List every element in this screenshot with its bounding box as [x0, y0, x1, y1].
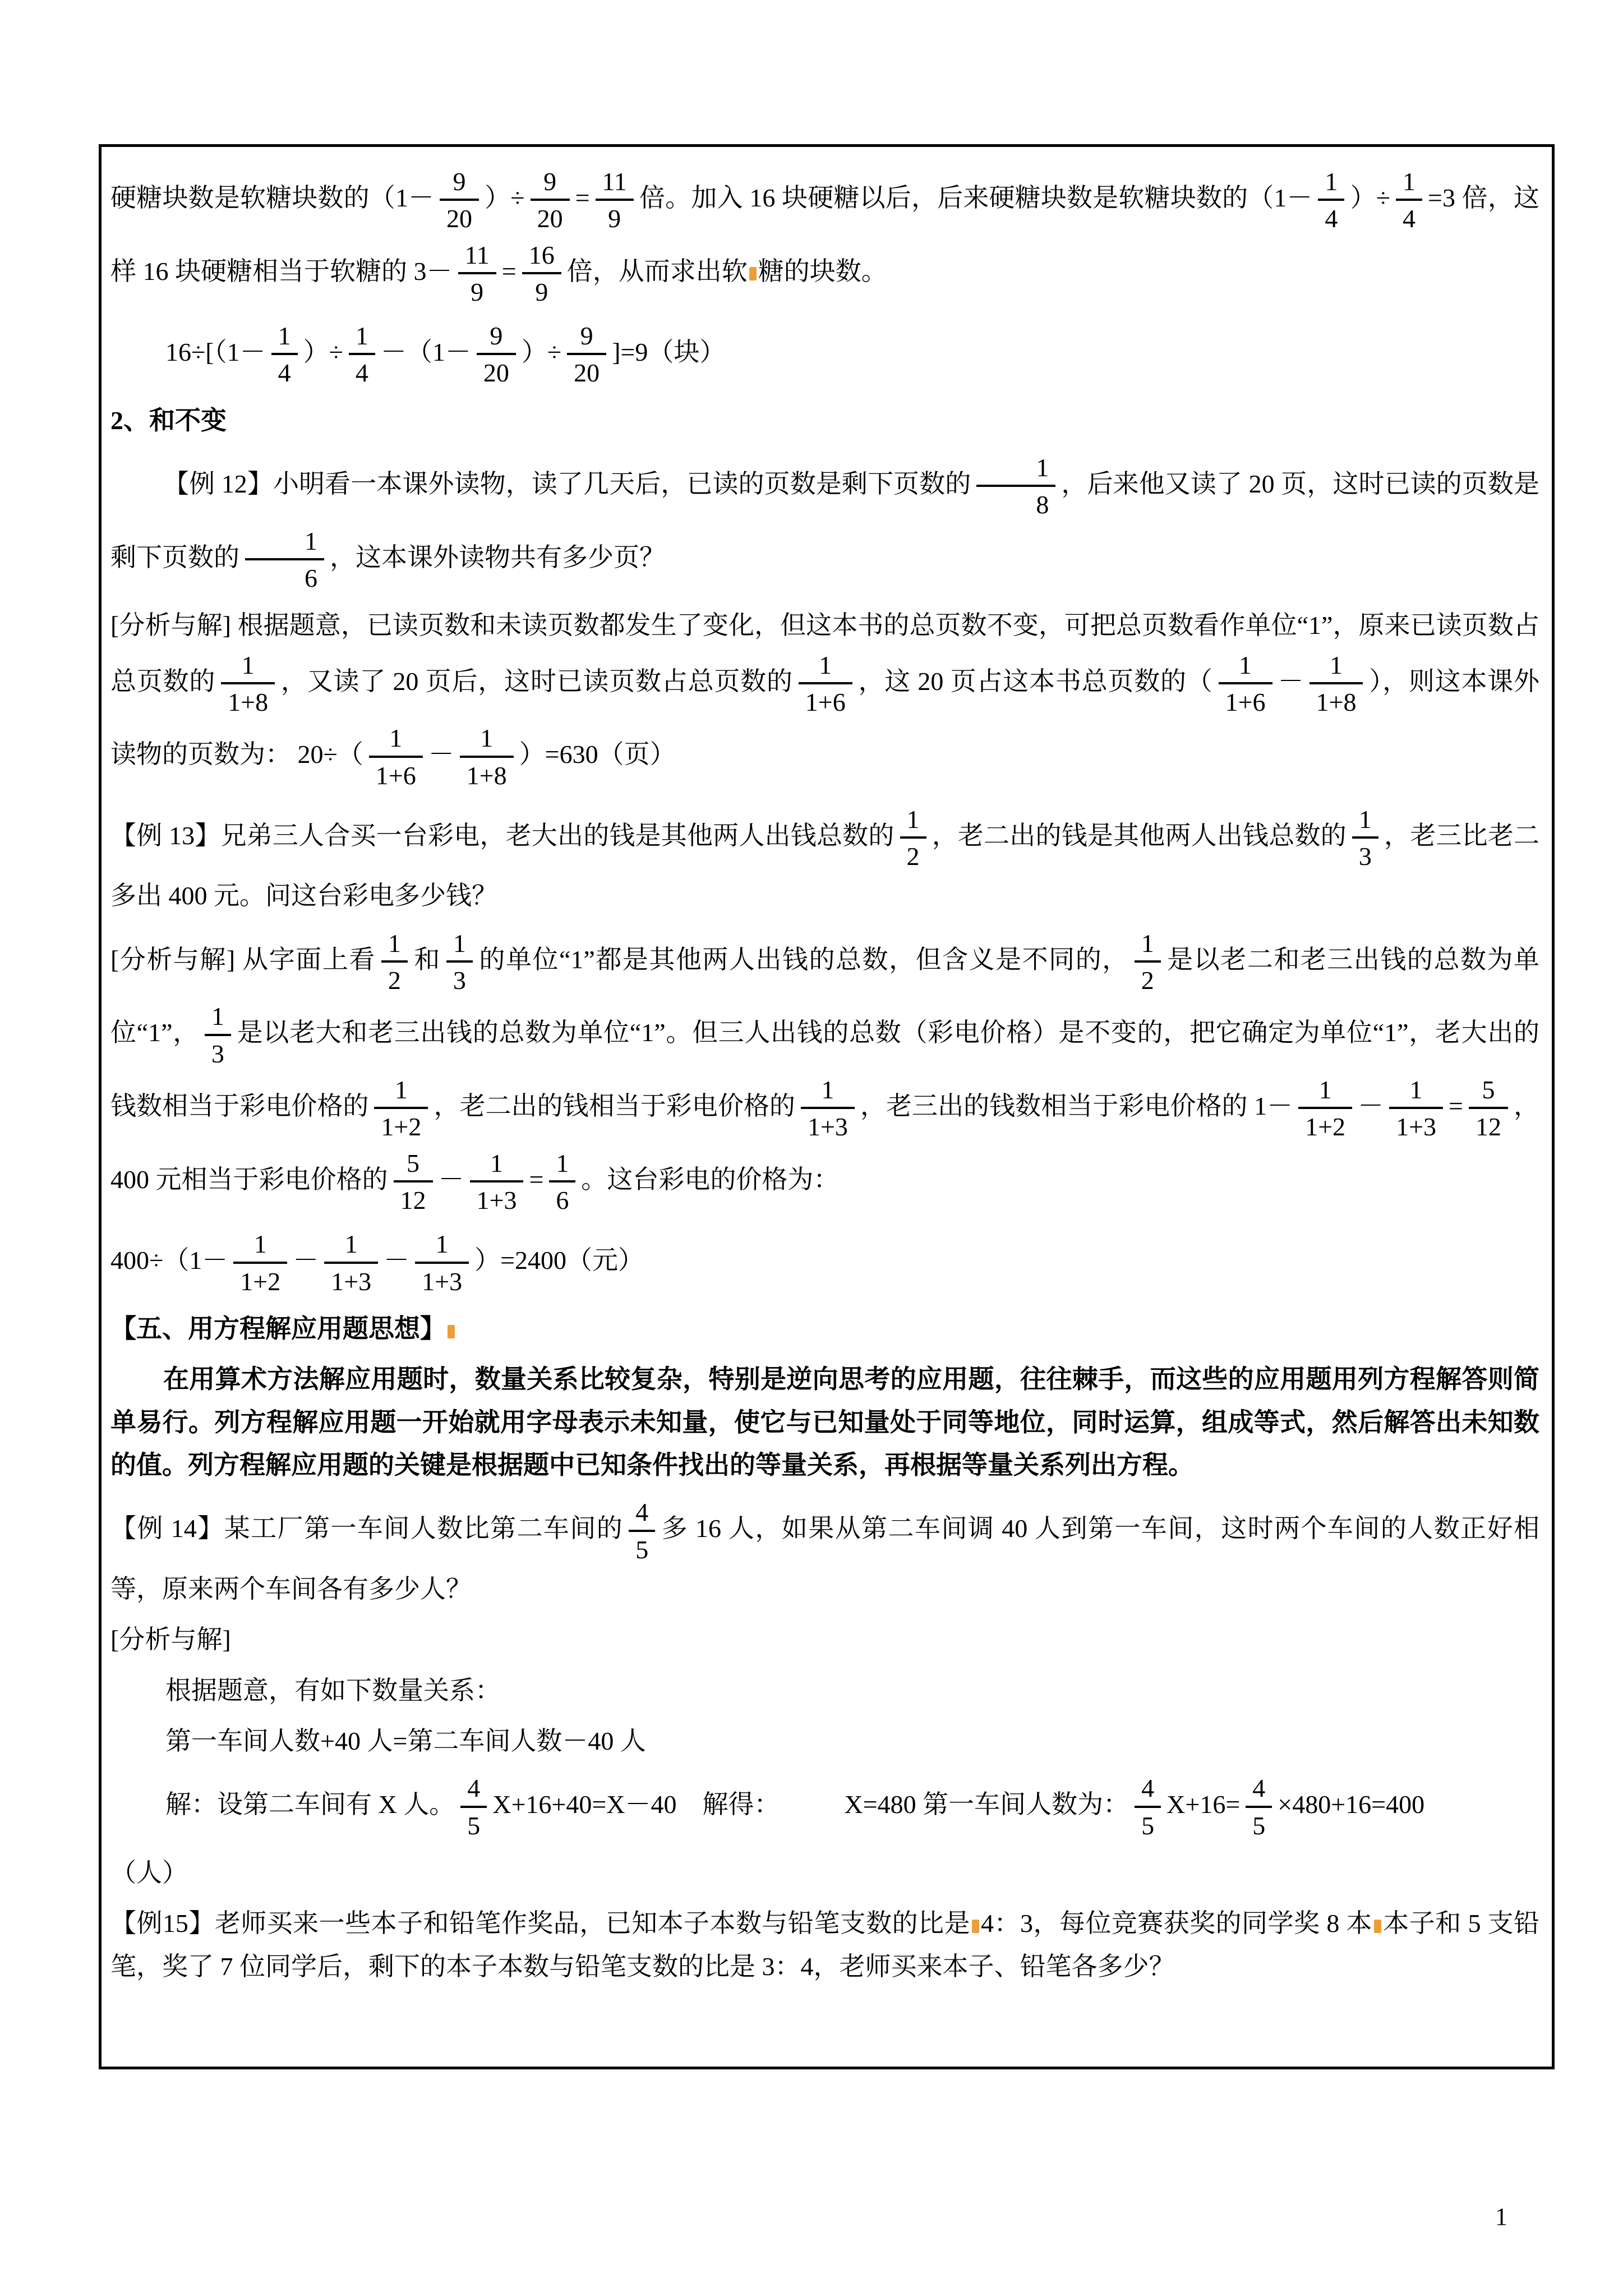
fraction: $\frac{1}{1+6}$: [1219, 651, 1272, 717]
fraction: $\frac{1}{1+6}$: [799, 651, 852, 717]
paragraph-equation-intro: 在用算术方法解应用题时，数量关系比较复杂，特别是逆向思考的应用题，往往棘手，而这些的应用题用列方程解答则简单易行。列方程解应用题一开始就用字母表示未知量，使它与已知量处于同等地位，同时运算，组成等式，然后解答出未知数的值。列方程解应用题的关键是根据题中已知条件找出的等量关系，再根据等量关系列出方程。: [110, 1365, 1539, 1479]
fraction: $\frac{4}{5}$: [1246, 1774, 1272, 1841]
fraction: $\frac{1}{2}$: [1135, 929, 1161, 996]
fraction: $\frac{1}{1+3}$: [1389, 1075, 1443, 1142]
fraction: $\frac{1}{1+8}$: [1310, 651, 1363, 717]
fraction: $\frac{1}{3}$: [1352, 805, 1378, 872]
fraction: $\frac{9}{20}$: [477, 321, 516, 388]
annotation-mark: [749, 267, 757, 280]
fraction: $\frac{1}{1+3}$: [415, 1230, 469, 1296]
paragraph-example-13: 【例 13】兄弟三人合买一台彩电，老大出的钱是其他两人出钱总数的 $\frac{1}{2}$ ，老二出的钱是其他两人出钱总数的 $\frac{1}{3}$ ，老三比老二多出 400 元。问这台彩电多少钱？: [110, 804, 1540, 910]
fraction: $\frac{1}{6}$: [549, 1149, 575, 1216]
paragraph-example-13-analysis: [分析与解] 从字面上看 $\frac{1}{2}$ 和 $\frac{1}{3}$ 的单位“1”都是其他两人出钱的总数，但含义是不同的， $\frac{1}{2}$ 是以老二和老三出钱的总数为单位“1”， $\frac{1}{3}$ 是以老大和老三出钱的总数为单位“1”。但三人出钱的总数（彩电价格）是不变的，把它确定为单位“1”，老大出的钱数相当于彩电价格的 $\frac{1}{1+2}$ ，老二出的钱相当于彩电价格的 $\frac{1}{1+3}$ ，老三出的钱数相当于彩电价格的 1－ $\frac{1}{1+2}$ － $\frac{1}{1+3}$ = $\frac{5}{12}$ ，400 元相当于彩电价格的 $\frac{5}{12}$ － $\frac{1}{1+3}$ = $\frac{1}{6}$ 。这台彩电的价格为：: [110, 928, 1540, 1214]
content-frame: [99, 144, 1555, 2069]
annotation-mark: [1374, 1920, 1381, 1933]
fraction: $\frac{1}{6}$: [245, 527, 324, 593]
annotation-mark: [972, 1920, 979, 1933]
paragraph-example-14-note: 根据题意，有如下数量关系：: [165, 1676, 501, 1705]
paragraph-candy-analysis: 硬糖块数是软糖块数的（1－ $\frac{9}{20}$ ）÷ $\frac{9}{20}$ = $\frac{11}{9}$ 倍。加入 16 块硬糖以后，后来硬糖块数是软糖块数的（1－ $\frac{1}{4}$ ）÷ $\frac{1}{4}$ =3 倍，这样 16 块硬糖相当于软糖的 3－ $\frac{11}{9}$ = $\frac{16}{9}$ 倍，从而求出软 糖的块数。: [110, 167, 1540, 306]
heading-sum-invariant: 2、和不变: [110, 406, 227, 435]
fraction: $\frac{16}{9}$: [522, 241, 561, 307]
paragraph-example-14-relation: 第一车间人数+40 人=第二车间人数－40 人: [165, 1726, 646, 1755]
paragraph-example-14-unit: （人）: [110, 1858, 188, 1887]
annotation-mark: [448, 1325, 455, 1338]
paragraph-example-12-analysis: [分析与解] 根据题意，已读页数和未读页数都发生了变化，但这本书的总页数不变，可把总页数看作单位“1”，原来已读页数占总页数的 $\frac{1}{1+8}$ ，又读了 20 页后，这时已读页数占总页数的 $\frac{1}{1+6}$ ，这 20 页占这本书总页数的（ $\frac{1}{1+6}$ － $\frac{1}{1+8}$ ），则这本课外读物的页数为： 20÷（ $\frac{1}{1+6}$ － $\frac{1}{1+8}$ ）=630（页）: [110, 611, 1540, 790]
fraction: $\frac{1}{1+3}$: [470, 1149, 524, 1216]
fraction: $\frac{1}{1+2}$: [1298, 1075, 1352, 1142]
paragraph-example-12: 【例 12】小明看一本课外读物，读了几天后，已读的页数是剩下页数的 $\frac{1}{8}$ ，后来他又读了 20 页，这时已读的页数是剩下页数的 $\frac{1}{6}$ ，这本课外读物共有多少页？: [110, 453, 1540, 593]
fraction: $\frac{1}{1+2}$: [233, 1230, 287, 1296]
fraction: $\frac{1}{2}$: [900, 805, 926, 872]
page-number: 1: [1495, 2203, 1507, 2230]
fraction: $\frac{1}{4}$: [1396, 167, 1422, 234]
fraction: $\frac{1}{1+8}$: [460, 724, 514, 790]
fraction: $\frac{1}{4}$: [349, 321, 375, 388]
fraction: $\frac{5}{12}$: [1469, 1075, 1508, 1142]
fraction: $\frac{9}{20}$: [440, 167, 479, 234]
fraction: $\frac{1}{1+6}$: [369, 724, 423, 790]
paragraph-example-14-solution: 解：设第二车间有 X 人。 $\frac{4}{5}$ X+16+40=X－40 解得： X=480 第一车间人数为： $\frac{4}{5}$ X+16= $\frac{4}{5}$ ×480+16=400: [165, 1774, 1425, 1840]
fraction: $\frac{1}{4}$: [271, 321, 298, 388]
fraction: $\frac{4}{5}$: [460, 1774, 487, 1841]
fraction: $\frac{9}{20}$: [567, 321, 606, 388]
fraction: $\frac{1}{1+3}$: [324, 1230, 378, 1296]
formula-example-13: 400÷（1－ $\frac{1}{1+2}$ － $\frac{1}{1+3}$ － $\frac{1}{1+3}$ ）=2400（元）: [110, 1230, 644, 1296]
fraction: $\frac{1}{3}$: [446, 929, 473, 996]
fraction: $\frac{1}{1+3}$: [801, 1075, 855, 1142]
fraction: $\frac{11}{9}$: [596, 167, 634, 234]
fraction: $\frac{4}{5}$: [1135, 1774, 1161, 1841]
fraction: $\frac{9}{20}$: [531, 167, 570, 234]
fraction: $\frac{1}{1+2}$: [374, 1075, 428, 1142]
fraction: $\frac{1}{2}$: [381, 929, 408, 996]
fraction: $\frac{1}{4}$: [1318, 167, 1344, 234]
fraction: $\frac{1}{3}$: [205, 1002, 231, 1069]
fraction: $\frac{5}{12}$: [394, 1149, 433, 1216]
label-example-14-analysis: [分析与解]: [110, 1625, 231, 1654]
fraction: $\frac{1}{8}$: [976, 453, 1055, 520]
paragraph-example-15: 【例15】老师买来一些本子和铅笔作奖品，已知本子本数与铅笔支数的比是 4：3，每位竞赛获奖的同学奖 8 本 本子和 5 支铅笔，奖了 7 位同学后，剩下的本子本数与铅笔支数的比是 3：4，老师买来本子、铅笔各多少？: [110, 1909, 1540, 1981]
fraction: $\frac{1}{1+8}$: [221, 651, 275, 717]
fraction: $\frac{4}{5}$: [629, 1498, 655, 1565]
formula-candy: 16÷[（1－ $\frac{1}{4}$ ）÷ $\frac{1}{4}$ －（1－ $\frac{9}{20}$ ）÷ $\frac{9}{20}$ ]=9（块）: [165, 321, 726, 388]
paragraph-example-14: 【例 14】某工厂第一车间人数比第二车间的 $\frac{4}{5}$ 多 16 人，如果从第二车间调 40 人到第一车间，这时两个车间的人数正好相等，原来两个车间各有多少人？: [110, 1498, 1540, 1603]
heading-equation-method: 【五、用方程解应用题思想】: [110, 1308, 1539, 1350]
fraction: $\frac{11}{9}$: [458, 241, 496, 307]
